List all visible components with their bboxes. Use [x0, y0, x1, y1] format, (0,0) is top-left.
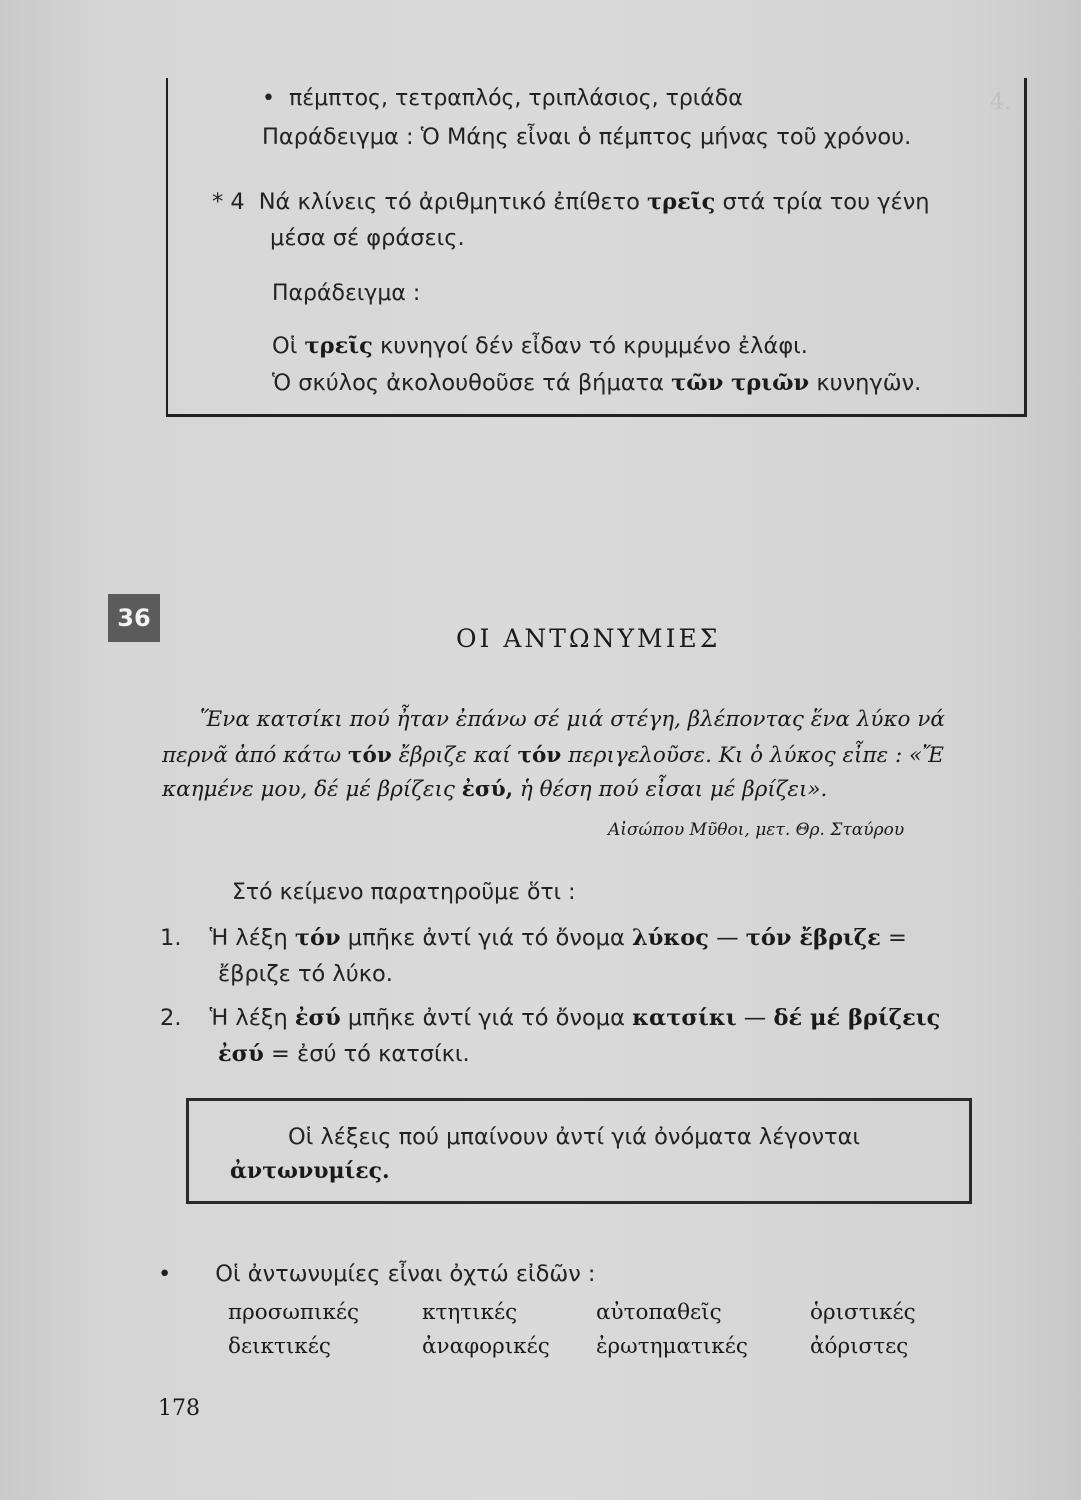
definition-term: ἀντωνυμίες.	[230, 1158, 390, 1184]
exercise-4: * 4 Νά κλίνεις τό ἀριθμητικό ἐπίθετο τρεῖς στά τρία του γένη	[212, 189, 930, 215]
bullet-dot: •	[262, 86, 289, 111]
bold-word: τρεῖς	[647, 189, 716, 215]
kinds-intro: • Οἱ ἀντωνυμίες εἶναι ὀχτώ εἰδῶν :	[158, 1261, 596, 1287]
observation-item-2: 2. Ἡ λέξη ἐσύ μπῆκε ἀντί γιά τό ὄνομα κατσίκι — δέ μέ βρίζεις	[160, 1005, 941, 1031]
observation-item-1-line2: ἔβριζε τό λύκο.	[218, 961, 393, 987]
quote-line-2: περνᾶ ἀπό κάτω τόν ἔβριζε καί τόν περιγελοῦσε. Κι ὁ λύκος εἶπε : «Ἔ	[162, 743, 944, 768]
observation-item-2-line2: ἐσύ = ἐσύ τό κατσίκι.	[218, 1041, 470, 1067]
kind-item: αὐτοπαθεῖς	[596, 1300, 722, 1325]
kind-item: προσωπικές	[228, 1300, 360, 1325]
kind-item: ἐρωτηματικές	[596, 1334, 748, 1359]
quote-line-3: καημένε μου, δέ μέ βρίζεις ἐσύ, ἡ θέση πού εἶσαι μέ βρίζει».	[162, 777, 828, 802]
example-sentence-2: Ὁ σκύλος ἀκολουθοῦσε τά βήματα τῶν τριῶν κυνηγῶν.	[272, 370, 922, 396]
exercise-4-line2: μέσα σέ φράσεις.	[270, 225, 465, 251]
kind-item: ὁριστικές	[810, 1300, 916, 1325]
example-2-label: Παράδειγμα :	[272, 281, 421, 306]
definition-box	[186, 1098, 972, 1204]
kind-item: ἀναφορικές	[422, 1334, 550, 1359]
observation-intro: Στό κείμενο παρατηροῦμε ὅτι :	[232, 880, 576, 905]
observation-item-1: 1. Ἡ λέξη τόν μπῆκε ἀντί γιά τό ὄνομα λύκος — τόν ἔβριζε =	[160, 925, 907, 951]
quote-line-1: Ἕνα κατσίκι πού ἦταν ἐπάνω σέ μιά στέγη, βλέποντας ἕνα λύκο νά	[200, 707, 945, 732]
example-1: Παράδειγμα : Ὁ Μάης εἶναι ὁ πέμπτος μήνας τοῦ χρόνου.	[262, 124, 912, 150]
bullet-dot: •	[158, 1261, 172, 1287]
kind-item: ἀόριστες	[810, 1334, 909, 1359]
page-number: 178	[158, 1396, 200, 1421]
kind-item: κτητικές	[422, 1300, 518, 1325]
kind-item: δεικτικές	[228, 1334, 331, 1359]
quote-source: Αἰσώπου Μῦθοι, μετ. Θρ. Σταύρου	[608, 820, 905, 840]
exercise-marker: * 4	[212, 189, 245, 215]
section-title: ΟΙ ΑΝΤΩΝΥΜΙΕΣ	[456, 624, 721, 653]
example-sentence-1: Οἱ τρεῖς κυνηγοί δέν εἶδαν τό κρυμμένο ἐλάφι.	[272, 333, 808, 359]
bleed-through-text: 4.	[990, 90, 1011, 115]
definition-line-1: Οἱ λέξεις πού μπαίνουν ἀντί γιά ὀνόματα λέγονται	[288, 1124, 861, 1150]
section-number-badge: 36	[108, 594, 160, 642]
bullet-line: • πέμπτος, τετραπλός, τριπλάσιος, τριάδα	[262, 86, 743, 111]
